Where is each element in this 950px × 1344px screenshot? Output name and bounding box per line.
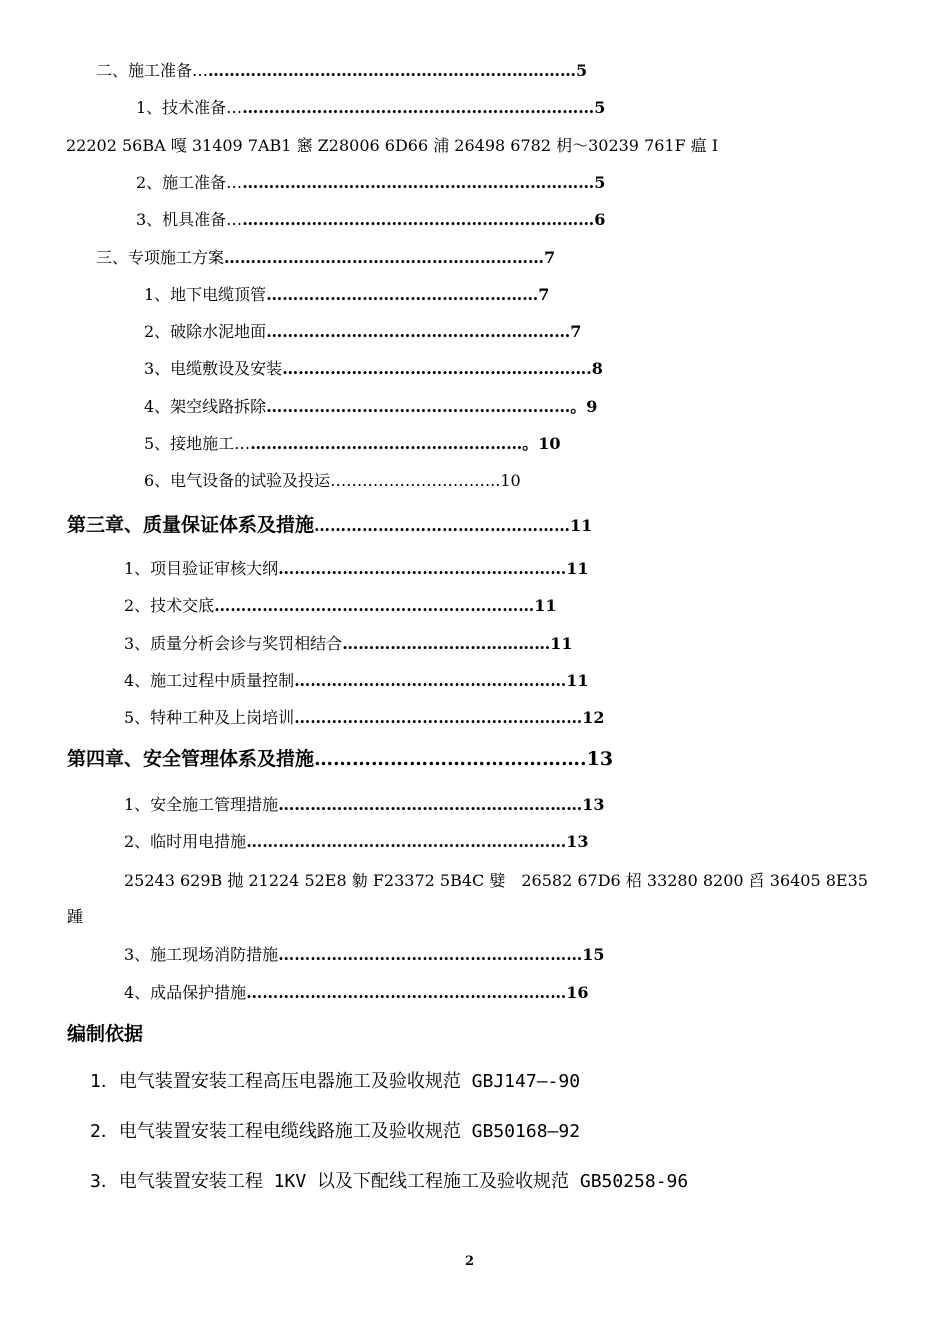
toc-entry (136, 98, 605, 118)
toc-leader: ………………………………………………… (278, 945, 583, 964)
toc-chapter-entry (67, 513, 592, 538)
toc-label: 3、机具准备… (136, 210, 243, 229)
toc-page: 11 (534, 596, 557, 615)
toc-entry (124, 671, 588, 691)
toc-page: 13 (582, 795, 605, 814)
toc-label: 2、临时用电措施 (124, 832, 247, 851)
toc-page: 16 (566, 983, 589, 1002)
toc-entry (144, 285, 549, 305)
toc-page: 13 (566, 832, 589, 851)
toc-leader: …………………………………………………… (224, 248, 545, 267)
toc-page: 11 (566, 671, 589, 690)
toc-entry (144, 434, 560, 454)
toc-label: 2、施工准备… (136, 173, 243, 192)
toc-entry (124, 708, 604, 728)
toc-label: 三、专项施工方案 (96, 248, 225, 267)
toc-entry (144, 359, 603, 379)
toc-page: .8 (586, 359, 603, 378)
toc-entry (124, 559, 588, 579)
toc-label: 6、电气设备的试验及投运 (144, 471, 331, 490)
toc-page: 12 (582, 708, 605, 727)
toc-entry (124, 983, 588, 1003)
toc-chapter-label: 第四章、安全管理体系及措施 (67, 748, 315, 770)
toc-label: 4、架空线路拆除 (144, 397, 267, 416)
toc-label: 1、安全施工管理措施 (124, 795, 279, 814)
toc-leader: ………………………………………………… (266, 322, 571, 341)
toc-page: 6 (594, 210, 606, 229)
toc-leader: ………………………………………………………… (242, 98, 595, 117)
toc-label: 1、地下电缆顶管 (144, 285, 267, 304)
toc-leader: ………………………………………………………… (242, 210, 595, 229)
toc-entry (96, 248, 555, 268)
toc-label: 2、技术交底 (124, 596, 215, 615)
toc-chapter-label: 第三章、质量保证体系及措施 (67, 514, 315, 536)
toc-page: 5 (576, 61, 588, 80)
toc-leader: ………………………………………………… (278, 795, 583, 814)
toc-leader: …………………………………………………… (214, 596, 535, 615)
toc-leader: ………………………………………………… (282, 359, 587, 378)
toc-entry (144, 397, 597, 417)
garbled-text-line: 25243 629B 抛 21224 52E8 勨 F23372 5B4C 嬖 26582 67D6 柖 33280 8200 舀 36405 8E35 (124, 871, 868, 890)
toc-label: 4、施工过程中质量控制 (124, 671, 295, 690)
toc-entry (124, 634, 572, 654)
toc-label: 5、接地施工… (144, 434, 251, 453)
toc-page: 10 (538, 434, 561, 453)
toc-page: 11 (566, 559, 589, 578)
toc-label: 3、施工现场消防措施 (124, 945, 279, 964)
toc-entry (136, 173, 605, 193)
toc-entry (144, 322, 581, 342)
toc-label: 3、电缆敷设及安装 (144, 359, 283, 378)
toc-label: 2、破除水泥地面 (144, 322, 267, 341)
toc-leader: ……………………………………………。 (250, 434, 539, 453)
toc-page: 11 (570, 516, 593, 535)
page-number: 2 (465, 1254, 475, 1269)
toc-label: 3、质量分析会诊与奖罚相结合 (124, 634, 343, 653)
toc-leader: ………………………….. (330, 471, 501, 490)
toc-label: 5、特种工种及上岗培训 (124, 708, 295, 727)
toc-label: 4、成品保护措施 (124, 983, 247, 1002)
toc-leader: …………………………………………………… (246, 832, 567, 851)
toc-leader: ………………………………… (342, 634, 551, 653)
toc-page: 7 (538, 285, 550, 304)
toc-leader: ……………………………………………… (294, 708, 583, 727)
toc-entry (124, 945, 604, 965)
toc-leader: …………………………………………… (294, 671, 567, 690)
toc-page: 7 (544, 248, 556, 267)
toc-entry (124, 596, 556, 616)
toc-chapter-entry (67, 747, 613, 771)
toc-page: 5 (594, 173, 606, 192)
toc-page: 10 (500, 471, 521, 490)
basis-item: 3．电气装置安装工程 1KV 以及下配线工程施工及验收规范 GB50258-96 (90, 1171, 689, 1192)
toc-leader: ………………………………………………………… (242, 173, 595, 192)
toc-leader: ………………………………………… (314, 516, 571, 535)
toc-label: 1、技术准备… (136, 98, 243, 117)
toc-leader: ……………………………………. (314, 748, 587, 770)
toc-entry (144, 471, 521, 491)
garbled-text-line: 踵 (67, 907, 84, 926)
toc-leader: …………………………………………………。 (266, 397, 587, 416)
toc-page: 15 (582, 945, 605, 964)
garbled-text-line: 22202 56BA 嘎 31409 7AB1 窸 Z28006 6D66 浦 26498 6782 枂～30239 761F 瘟 I (66, 136, 719, 155)
toc-page: 5 (594, 98, 606, 117)
toc-entry (96, 61, 587, 81)
toc-leader: …………………………………………………… (246, 983, 567, 1002)
toc-page: 9 (586, 397, 598, 416)
toc-entry (124, 832, 588, 852)
toc-page: 13 (586, 748, 614, 770)
toc-page: 11 (550, 634, 573, 653)
toc-leader: …………………………………………… (266, 285, 539, 304)
toc-label: 1、项目验证审核大纲 (124, 559, 279, 578)
basis-heading: 编制依据 (67, 1023, 144, 1045)
basis-item: 1．电气装置安装工程高压电器施工及验收规范 GBJ147—-90 (90, 1071, 581, 1092)
toc-entry (136, 210, 605, 230)
toc-page: 7 (570, 322, 582, 341)
basis-item: 2．电气装置安装工程电缆线路施工及验收规范 GB50168—92 (90, 1121, 581, 1142)
toc-entry (124, 795, 604, 815)
toc-leader: …………………………………………………………… (208, 61, 577, 80)
toc-label: 二、施工准备… (96, 61, 209, 80)
toc-leader: ……………………………………………… (278, 559, 567, 578)
